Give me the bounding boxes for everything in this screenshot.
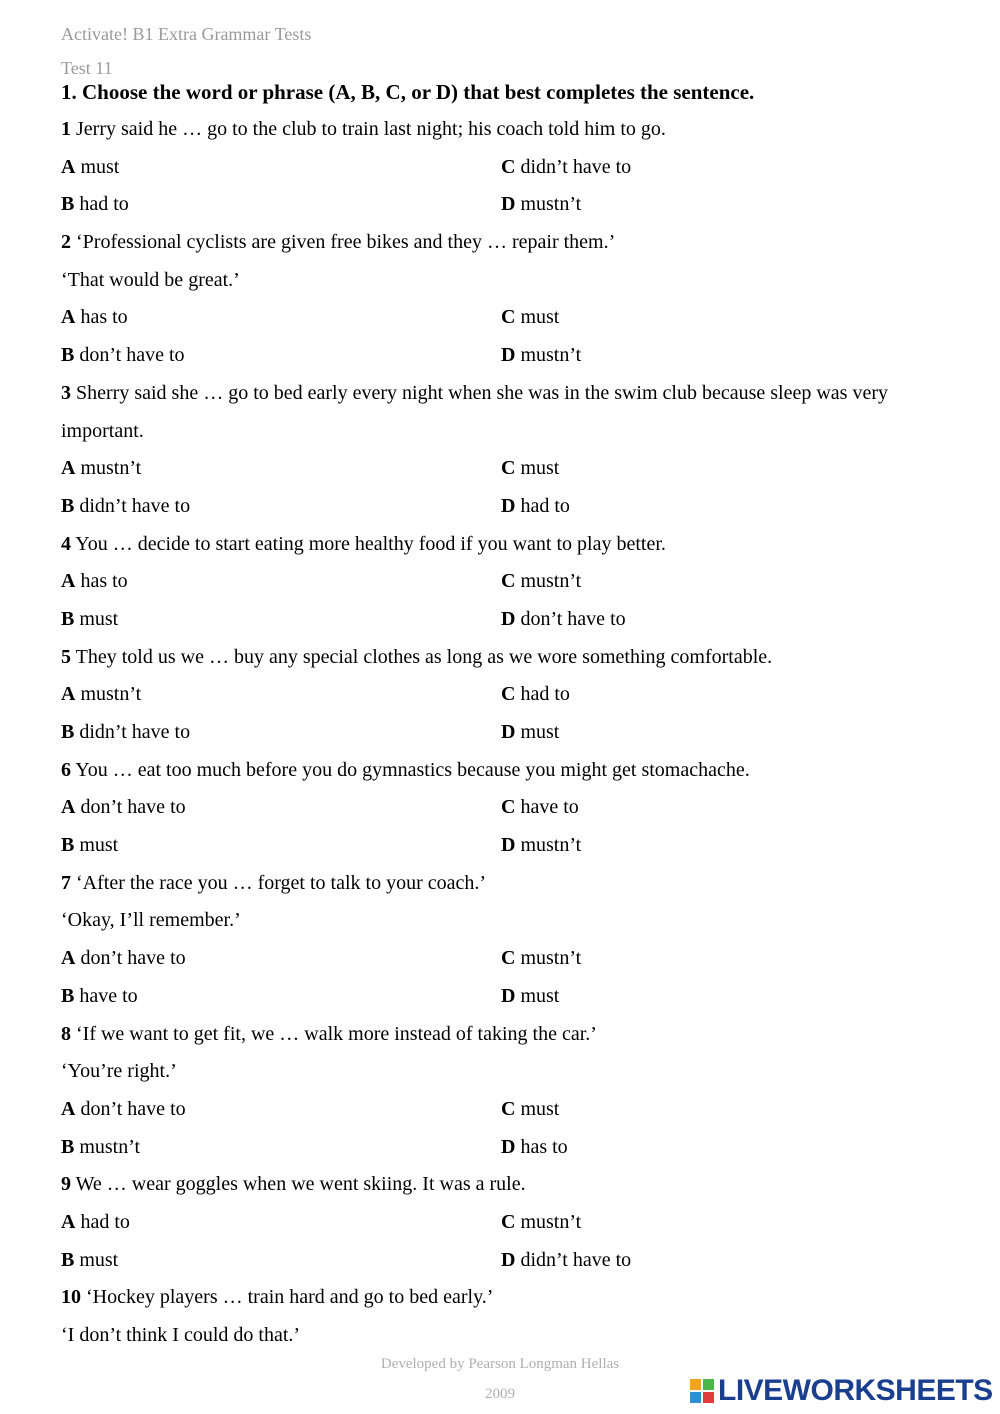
option-text: mustn’t — [520, 947, 582, 970]
question-reply: ‘You’re right.’ — [61, 1060, 177, 1083]
option-letter: A — [61, 683, 76, 706]
option-a — [61, 676, 501, 714]
question-number: 2 — [61, 231, 71, 254]
option-letter: B — [61, 607, 75, 630]
logo-grid-icon — [690, 1379, 714, 1403]
option-text: had to — [520, 494, 570, 517]
option-letter: B — [61, 494, 75, 517]
option-text: must — [79, 607, 119, 630]
option-text: had to — [520, 683, 570, 706]
question-number: 8 — [61, 1022, 71, 1045]
option-letter: C — [501, 155, 516, 178]
option-d — [501, 827, 941, 865]
option-row — [61, 978, 941, 1016]
question-stem — [61, 752, 941, 790]
option-letter: A — [61, 796, 76, 819]
option-b — [61, 337, 501, 375]
instruction: 1. Choose the word or phrase (A, B, C, or D) that best completes the sentence. — [61, 80, 755, 104]
option-c — [501, 789, 941, 827]
option-row — [61, 1204, 941, 1242]
footer-developer: Developed by Pearson Longman Hellas — [380, 1356, 620, 1372]
option-text: must — [520, 721, 560, 744]
option-row — [61, 337, 941, 375]
option-letter: D — [501, 344, 516, 367]
option-text: must — [520, 457, 560, 480]
option-text: mustn’t — [80, 457, 142, 480]
option-text: don’t have to — [80, 1097, 186, 1120]
logo-text: LIVEWORKSHEETS — [718, 1374, 993, 1407]
question-stem — [61, 639, 941, 677]
option-text: must — [520, 984, 560, 1007]
question-number: 1 — [61, 118, 71, 140]
option-d — [501, 601, 941, 639]
option-d — [501, 978, 941, 1016]
option-row — [61, 789, 941, 827]
question-text: They told us we … buy any special clothes as long as we wore something comfortable. — [75, 645, 773, 668]
option-letter: C — [501, 796, 516, 819]
question-reply: ‘Okay, I’ll remember.’ — [61, 909, 241, 932]
option-text: didn’t have to — [520, 1248, 632, 1271]
option-letter: C — [501, 947, 516, 970]
option-b — [61, 1242, 501, 1280]
logo-square-4 — [703, 1392, 714, 1403]
option-d — [501, 1129, 941, 1167]
option-text: mustn’t — [520, 193, 582, 216]
question-text: ‘If we want to get fit, we … walk more instead of taking the car.’ — [76, 1022, 597, 1045]
option-a — [61, 149, 501, 187]
option-letter: C — [501, 570, 516, 593]
option-letter: B — [61, 193, 75, 216]
option-letter: B — [61, 721, 75, 744]
option-text: must — [520, 1097, 560, 1120]
option-letter: D — [501, 834, 516, 857]
option-letter: D — [501, 607, 516, 630]
logo-square-3 — [690, 1392, 701, 1403]
option-row — [61, 940, 941, 978]
question-stem — [61, 526, 941, 564]
question-number: 7 — [61, 871, 71, 894]
option-b — [61, 601, 501, 639]
option-row — [61, 299, 941, 337]
option-row — [61, 1242, 941, 1280]
option-a — [61, 450, 501, 488]
option-text: didn’t have to — [520, 155, 632, 178]
option-row — [61, 1129, 941, 1167]
option-d — [501, 488, 941, 526]
option-letter: A — [61, 1210, 76, 1233]
option-d — [501, 337, 941, 375]
question-reply: ‘I don’t think I could do that.’ — [61, 1324, 301, 1347]
option-text: don’t have to — [80, 796, 186, 819]
option-text: mustn’t — [520, 834, 582, 857]
question-number: 9 — [61, 1173, 71, 1196]
question-text: You … decide to start eating more healthy food if you want to play better. — [75, 532, 666, 555]
option-row — [61, 714, 941, 752]
option-text: mustn’t — [520, 1210, 582, 1233]
option-a — [61, 789, 501, 827]
option-letter: B — [61, 344, 75, 367]
question-text: ‘Professional cyclists are given free bikes and they … repair them.’ — [76, 231, 616, 254]
option-text: have to — [520, 796, 579, 819]
question-reply: ‘That would be great.’ — [61, 268, 240, 291]
question-text: You … eat too much before you do gymnastics because you might get stomachache. — [75, 758, 750, 781]
option-d — [501, 714, 941, 752]
option-letter: A — [61, 570, 76, 593]
option-letter: B — [61, 1135, 75, 1158]
question-text: ‘Hockey players … train hard and go to bed early.’ — [86, 1286, 494, 1309]
option-text: must — [79, 834, 119, 857]
option-text: mustn’t — [520, 570, 582, 593]
option-row — [61, 563, 941, 601]
option-row — [61, 827, 941, 865]
option-b — [61, 827, 501, 865]
option-letter: A — [61, 947, 76, 970]
question-stem — [61, 1279, 941, 1317]
option-text: has to — [80, 570, 128, 593]
question-list — [61, 111, 941, 1355]
option-letter: D — [501, 1135, 516, 1158]
option-a — [61, 1204, 501, 1242]
option-a — [61, 563, 501, 601]
option-text: didn’t have to — [79, 494, 191, 517]
option-text: has to — [80, 306, 128, 329]
option-a — [61, 1091, 501, 1129]
option-a — [61, 940, 501, 978]
option-text: must — [79, 1248, 119, 1271]
option-d — [501, 1242, 941, 1280]
question-number: 10 — [61, 1286, 81, 1309]
option-b — [61, 714, 501, 752]
question-text: We … wear goggles when we went skiing. It was a rule. — [75, 1173, 526, 1196]
option-b — [61, 186, 501, 224]
question-stem — [61, 111, 941, 149]
question-text: Sherry said she … go to bed early every night when she was in the swim club because sleep was very important. — [61, 381, 889, 442]
option-text: has to — [520, 1135, 568, 1158]
question-stem — [61, 865, 941, 903]
logo-square-1 — [690, 1379, 701, 1390]
option-text: don’t have to — [79, 344, 185, 367]
option-text: must — [520, 306, 560, 329]
option-text: mustn’t — [79, 1135, 141, 1158]
logo-square-2 — [703, 1379, 714, 1390]
option-letter: D — [501, 193, 516, 216]
question-number: 6 — [61, 758, 71, 781]
test-number: Test 11 — [61, 58, 113, 78]
option-letter: D — [501, 494, 516, 517]
option-text: mustn’t — [520, 344, 582, 367]
option-c — [501, 1204, 941, 1242]
question-text: Jerry said he … go to the club to train last night; his coach told him to go. — [76, 118, 666, 140]
option-letter: A — [61, 1097, 76, 1120]
question-number: 4 — [61, 532, 71, 555]
option-d — [501, 186, 941, 224]
option-b — [61, 1129, 501, 1167]
option-b — [61, 978, 501, 1016]
option-row — [61, 601, 941, 639]
option-text: had to — [79, 193, 129, 216]
option-row — [61, 488, 941, 526]
option-letter: D — [501, 984, 516, 1007]
option-c — [501, 299, 941, 337]
option-c — [501, 450, 941, 488]
option-letter: C — [501, 306, 516, 329]
question-stem — [61, 224, 941, 262]
option-row — [61, 149, 941, 187]
question-stem — [61, 375, 941, 450]
option-text: mustn’t — [80, 683, 142, 706]
option-row — [61, 450, 941, 488]
option-c — [501, 676, 941, 714]
question-number: 5 — [61, 645, 71, 668]
option-text: have to — [79, 984, 138, 1007]
liveworksheets-logo — [690, 1374, 993, 1408]
option-letter: A — [61, 306, 76, 329]
option-letter: C — [501, 1210, 516, 1233]
option-text: didn’t have to — [79, 721, 191, 744]
option-text: don’t have to — [520, 607, 626, 630]
option-row — [61, 676, 941, 714]
option-letter: A — [61, 457, 76, 480]
option-letter: C — [501, 457, 516, 480]
question-stem — [61, 1016, 941, 1054]
option-text: must — [80, 155, 120, 178]
option-letter: B — [61, 984, 75, 1007]
question-stem — [61, 1166, 941, 1204]
option-text: don’t have to — [80, 947, 186, 970]
question-number: 3 — [61, 381, 71, 404]
option-letter: D — [501, 721, 516, 744]
option-letter: C — [501, 1097, 516, 1120]
question-text: ‘After the race you … forget to talk to your coach.’ — [76, 871, 487, 894]
option-c — [501, 149, 941, 187]
option-a — [61, 299, 501, 337]
option-row — [61, 186, 941, 224]
option-letter: C — [501, 683, 516, 706]
option-text: had to — [80, 1210, 130, 1233]
option-c — [501, 1091, 941, 1129]
option-c — [501, 940, 941, 978]
footer-year: 2009 — [485, 1386, 515, 1402]
option-c — [501, 563, 941, 601]
option-letter: A — [61, 155, 76, 178]
option-letter: D — [501, 1248, 516, 1271]
option-letter: B — [61, 834, 75, 857]
option-letter: B — [61, 1248, 75, 1271]
document-title: Activate! B1 Extra Grammar Tests — [61, 24, 312, 44]
option-b — [61, 488, 501, 526]
option-row — [61, 1091, 941, 1129]
